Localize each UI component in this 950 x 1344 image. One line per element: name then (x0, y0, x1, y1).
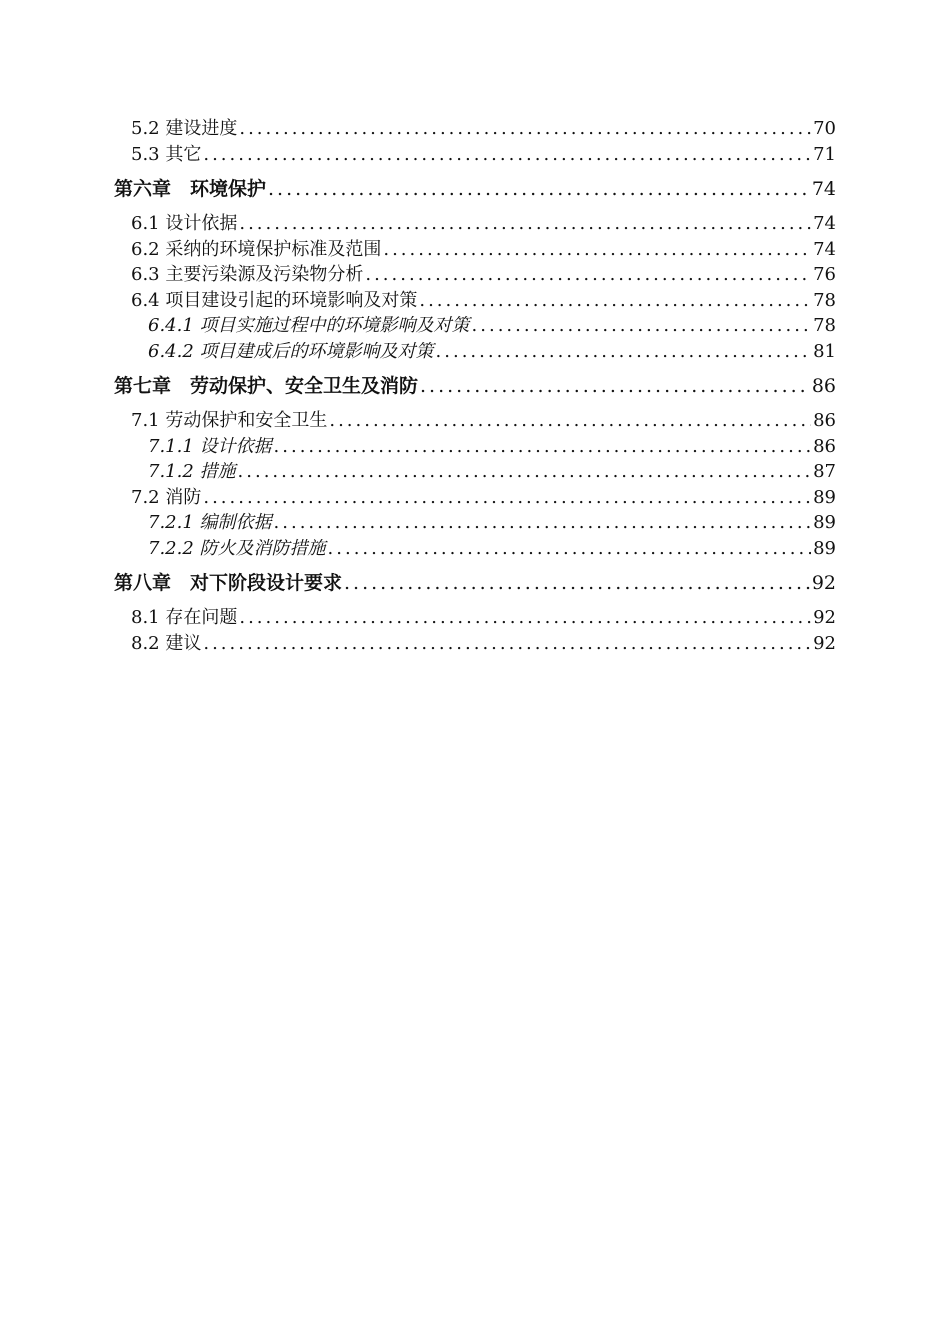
toc-entry-label: 6.4 项目建设引起的环境影响及对策 (131, 289, 418, 311)
toc-entry-label: 6.2 采纳的环境保护标准及范围 (131, 238, 382, 260)
toc-page-number: 92 (811, 572, 836, 594)
toc-page-number: 86 (813, 410, 836, 431)
table-of-contents (114, 116, 836, 656)
toc-entry-label: 7.2.1 编制依据 (148, 512, 272, 533)
dot-leader (328, 536, 812, 562)
toc-entry[interactable] (114, 631, 836, 657)
toc-subentry[interactable] (114, 313, 836, 339)
toc-page-number: 89 (813, 512, 836, 533)
toc-entry-label: 5.3 其它 (131, 143, 202, 165)
toc-page-number: 86 (811, 375, 836, 397)
dot-leader (329, 408, 811, 434)
toc-entry-label: 5.2 建设进度 (131, 118, 238, 139)
toc-page-number: 71 (813, 143, 836, 165)
toc-entry-label: 6.3 主要污染源及污染物分析 (131, 264, 364, 285)
toc-page-number: 74 (811, 178, 836, 200)
toc-page-number: 76 (813, 264, 836, 285)
toc-subentry[interactable] (114, 459, 836, 485)
toc-entry-label: 7.1 劳动保护和安全卫生 (131, 410, 328, 431)
dot-leader (239, 605, 811, 631)
toc-chapter-entry[interactable] (114, 176, 836, 202)
toc-entry[interactable] (114, 211, 836, 237)
toc-entry[interactable] (114, 262, 836, 288)
toc-entry[interactable] (114, 605, 836, 631)
dot-leader (238, 459, 812, 485)
dot-leader (419, 288, 811, 314)
toc-subentry[interactable] (114, 339, 836, 365)
toc-entry-label: 第七章 劳动保护、安全卫生及消防 (114, 375, 419, 397)
toc-subentry[interactable] (114, 536, 836, 562)
toc-entry-label: 第六章 环境保护 (114, 178, 267, 200)
toc-entry-label: 7.2.2 防火及消防措施 (148, 537, 326, 559)
dot-leader (274, 434, 812, 460)
dot-leader (436, 339, 812, 365)
toc-entry[interactable] (114, 142, 836, 168)
toc-page-number: 86 (813, 435, 836, 457)
dot-leader (239, 211, 811, 237)
toc-page-number: 92 (813, 607, 836, 628)
dot-leader (203, 631, 811, 657)
dot-leader (383, 237, 811, 263)
dot-leader (203, 485, 811, 511)
toc-entry-label: 6.4.2 项目建成后的环境影响及对策 (148, 340, 434, 362)
toc-page-number: 70 (813, 118, 836, 139)
dot-leader (344, 570, 810, 596)
dot-leader (420, 373, 810, 399)
toc-page-number: 92 (813, 632, 836, 654)
dot-leader (472, 313, 812, 339)
toc-page-number: 89 (813, 486, 836, 508)
toc-page-number: 87 (813, 461, 836, 482)
toc-entry-label: 8.2 建议 (131, 632, 202, 654)
toc-page-number: 78 (813, 289, 836, 311)
toc-entry[interactable] (114, 116, 836, 142)
toc-entry-label: 7.1.1 设计依据 (148, 435, 272, 457)
toc-page-number: 74 (813, 238, 836, 260)
toc-entry[interactable] (114, 288, 836, 314)
dot-leader (239, 116, 811, 142)
toc-entry-label: 7.1.2 措施 (148, 461, 236, 482)
toc-page-number: 74 (813, 213, 836, 234)
toc-entry-label: 8.1 存在问题 (131, 607, 238, 628)
toc-entry[interactable] (114, 408, 836, 434)
dot-leader (365, 262, 811, 288)
dot-leader (268, 176, 810, 202)
toc-page-number: 81 (813, 340, 836, 362)
toc-subentry[interactable] (114, 434, 836, 460)
toc-entry-label: 6.4.1 项目实施过程中的环境影响及对策 (148, 315, 470, 336)
toc-page-number: 89 (813, 537, 836, 559)
toc-entry-label: 第八章 对下阶段设计要求 (114, 572, 343, 594)
toc-entry[interactable] (114, 485, 836, 511)
dot-leader (203, 142, 811, 168)
toc-page-number: 78 (813, 315, 836, 336)
toc-subentry[interactable] (114, 510, 836, 536)
toc-entry[interactable] (114, 237, 836, 263)
toc-entry-label: 7.2 消防 (131, 486, 202, 508)
toc-chapter-entry[interactable] (114, 570, 836, 596)
toc-chapter-entry[interactable] (114, 373, 836, 399)
dot-leader (274, 510, 812, 536)
toc-entry-label: 6.1 设计依据 (131, 213, 238, 234)
